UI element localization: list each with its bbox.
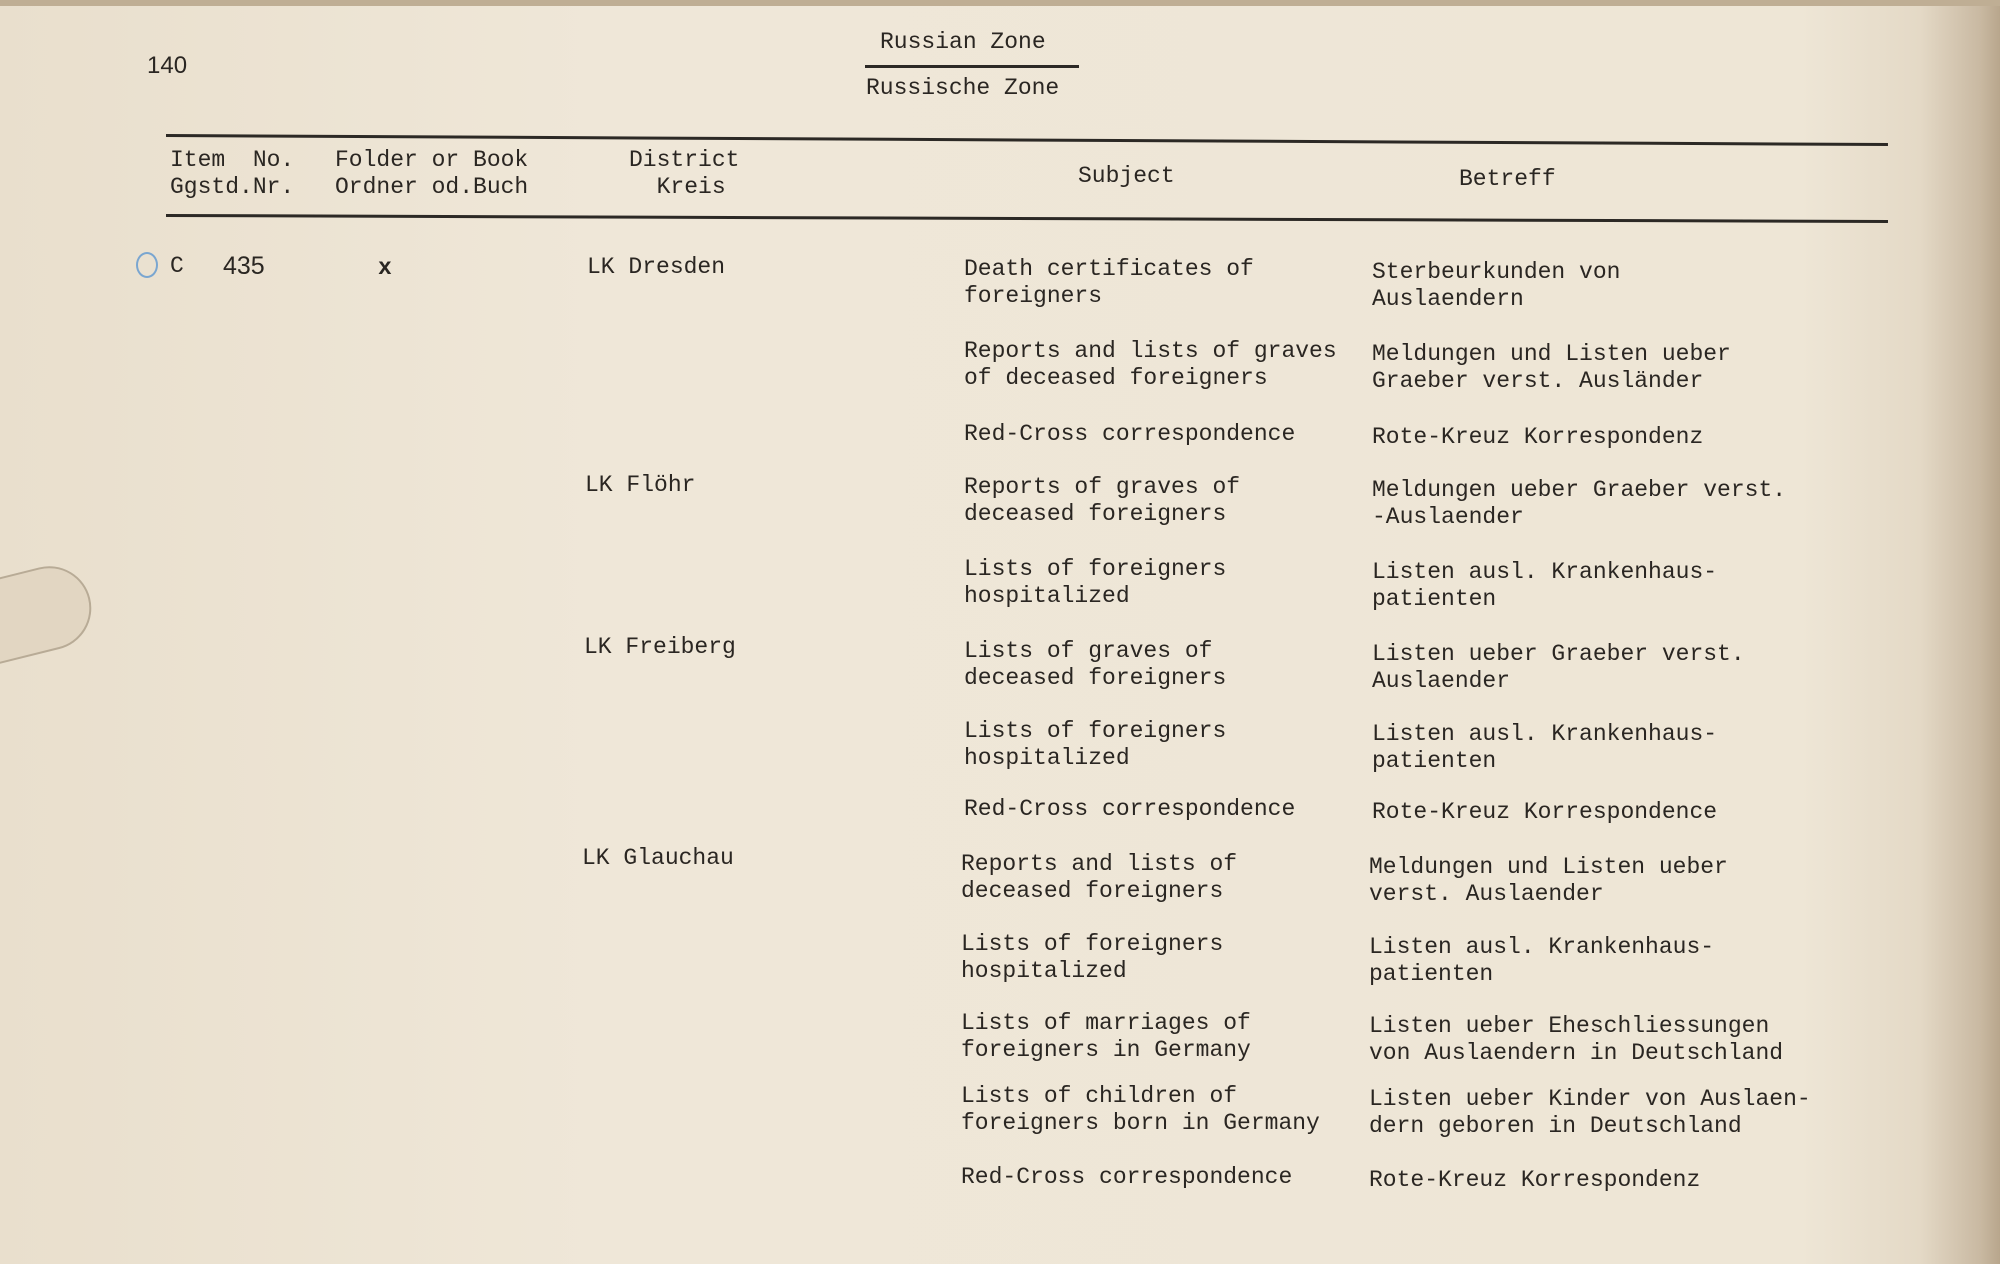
header-item-no: Item No. Ggstd.Nr. [170,147,295,200]
subject-cell: Lists of foreigners hospitalized [961,931,1224,984]
subject-cell: Lists of foreigners hospitalized [964,718,1227,771]
betreff-cell: Rote-Kreuz Korrespondence [1372,799,1718,825]
item-number: 435 [223,252,265,280]
page-top-edge [0,0,2000,6]
header-folder: Folder or Book Ordner od.Buch [335,147,529,200]
district-label: LK Freiberg [584,634,736,660]
item-letter: C [170,253,184,279]
title-german: Russische Zone [866,75,1060,101]
header-top-rule [166,134,1888,146]
betreff-cell: Listen ueber Kinder von Auslaen- dern geboren in Deutschland [1369,1086,1811,1139]
subject-cell: Reports of graves of deceased foreigners [964,474,1241,527]
district-label: LK Glauchau [582,845,734,871]
subject-cell: Red-Cross correspondence [964,421,1296,447]
header-subject: Subject [1078,163,1175,189]
subject-cell: Red-Cross correspondence [964,796,1296,822]
index-tab [0,557,100,670]
betreff-cell: Meldungen ueber Graeber verst. -Auslaender [1372,477,1787,530]
title-english: Russian Zone [880,29,1046,55]
subject-cell: Lists of children of foreigners born in Germany [961,1083,1320,1136]
header-betreff: Betreff [1459,166,1556,192]
subject-cell: Lists of foreigners hospitalized [964,556,1227,609]
betreff-cell: Listen ausl. Krankenhaus- patienten [1369,934,1715,987]
subject-cell: Red-Cross correspondence [961,1164,1293,1190]
betreff-cell: Listen ausl. Krankenhaus- patienten [1372,559,1718,612]
subject-cell: Lists of marriages of foreigners in Germany [961,1010,1251,1063]
header-bottom-rule [166,214,1888,223]
betreff-cell: Rote-Kreuz Korrespondenz [1372,424,1704,450]
district-label: LK Dresden [587,254,726,280]
subject-cell: Lists of graves of deceased foreigners [964,638,1227,691]
page-number: 140 [147,52,188,79]
district-label: LK Flöhr [585,472,696,498]
betreff-cell: Listen ueber Graeber verst. Auslaender [1372,641,1745,694]
betreff-cell: Sterbeurkunden von Auslaendern [1372,259,1621,312]
subject-cell: Reports and lists of graves of deceased foreigners [964,338,1337,391]
betreff-cell: Listen ueber Eheschliessungen von Auslaendern in Deutschland [1369,1013,1784,1066]
subject-cell: Reports and lists of deceased foreigners [961,851,1238,904]
betreff-cell: Rote-Kreuz Korrespondenz [1369,1167,1701,1193]
betreff-cell: Meldungen und Listen ueber verst. Auslaender [1369,854,1728,907]
folder-mark: x [378,255,392,281]
header-district: District Kreis [629,147,740,200]
betreff-cell: Meldungen und Listen ueber Graeber verst. Ausländer [1372,341,1731,394]
title-divider [865,65,1079,68]
betreff-cell: Listen ausl. Krankenhaus- patienten [1372,721,1718,774]
subject-cell: Death certificates of foreigners [964,256,1254,309]
punch-mark [136,252,158,278]
